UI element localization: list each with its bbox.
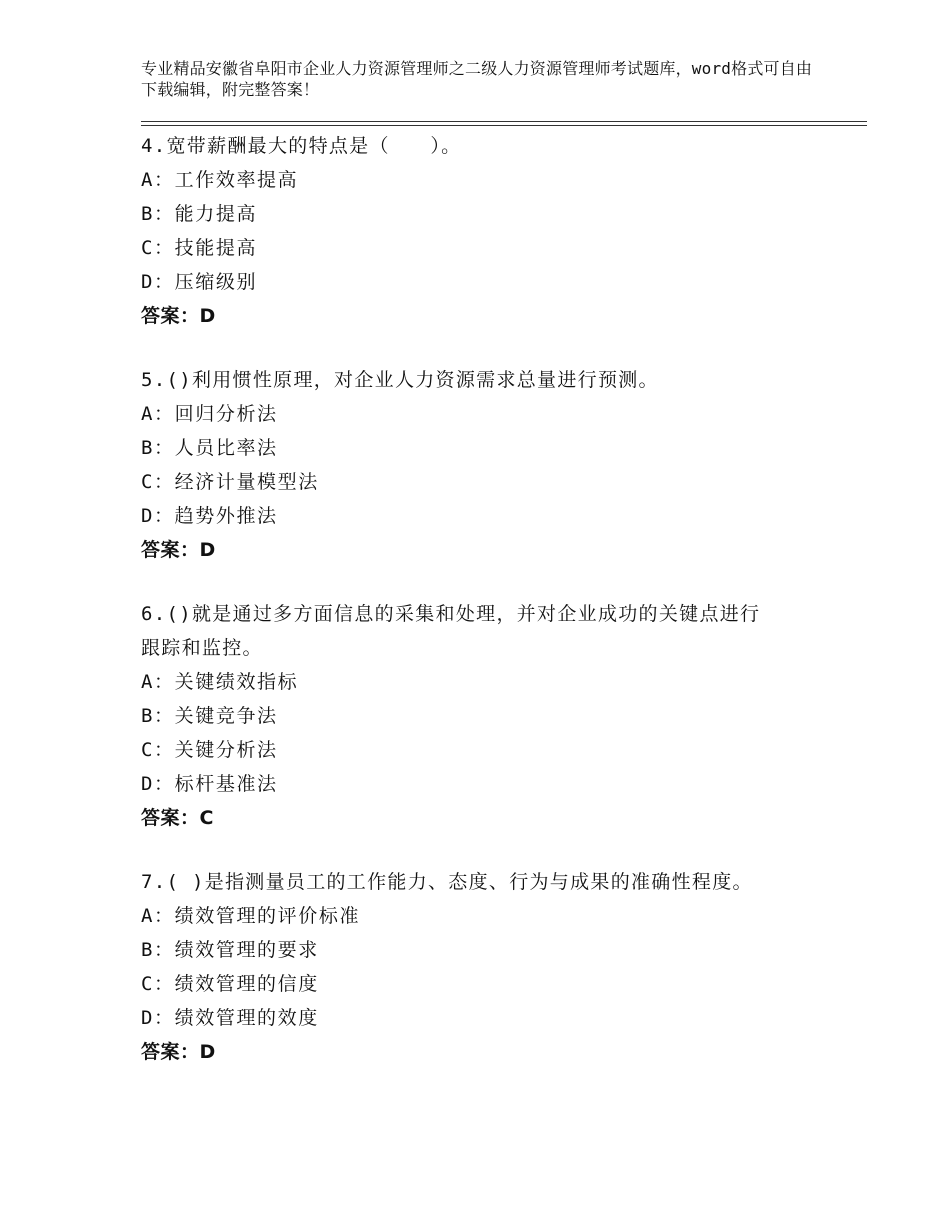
- document-header: 专业精品安徽省阜阳市企业人力资源管理师之二级人力资源管理师考试题库，word格式可自由下载编辑，附完整答案！: [141, 59, 813, 99]
- option-a: A：绩效管理的评价标准: [141, 905, 361, 927]
- question-list: [141, 129, 821, 1099]
- question-stem: 5.()利用惯性原理，对企业人力资源需求总量进行预测。: [141, 369, 659, 391]
- option-a: A：回归分析法: [141, 403, 278, 425]
- option-b: B：人员比率法: [141, 437, 278, 459]
- answer-line: 答案：C: [141, 807, 214, 829]
- option-d: D：标杆基准法: [141, 773, 278, 795]
- answer-line: 答案：D: [141, 539, 216, 561]
- option-a: A：工作效率提高: [141, 169, 299, 191]
- option-d: D：绩效管理的效度: [141, 1007, 319, 1029]
- answer-line: 答案：D: [141, 1041, 216, 1063]
- option-c: C：经济计量模型法: [141, 471, 319, 493]
- answer-line: 答案：D: [141, 305, 216, 327]
- option-d: D：压缩级别: [141, 271, 258, 293]
- question-stem: 4.宽带薪酬最大的特点是（ ）。: [141, 135, 462, 157]
- question-4: [141, 129, 821, 333]
- header-rule-bottom: [141, 125, 867, 126]
- question-7: [141, 865, 821, 1069]
- question-6: [141, 597, 821, 835]
- option-c: C：关键分析法: [141, 739, 278, 761]
- header-rule-top: [141, 121, 867, 122]
- option-c: C：技能提高: [141, 237, 258, 259]
- option-b: B：能力提高: [141, 203, 258, 225]
- option-b: B：绩效管理的要求: [141, 939, 319, 961]
- option-c: C：绩效管理的信度: [141, 973, 319, 995]
- question-stem-continued: 跟踪和监控。: [141, 637, 263, 659]
- question-stem: 7.( )是指测量员工的工作能力、态度、行为与成果的准确性程度。: [141, 871, 753, 893]
- question-5: [141, 363, 821, 567]
- option-d: D：趋势外推法: [141, 505, 278, 527]
- option-a: A：关键绩效指标: [141, 671, 299, 693]
- question-stem: 6.()就是通过多方面信息的采集和处理，并对企业成功的关键点进行: [141, 603, 761, 625]
- option-b: B：关键竞争法: [141, 705, 278, 727]
